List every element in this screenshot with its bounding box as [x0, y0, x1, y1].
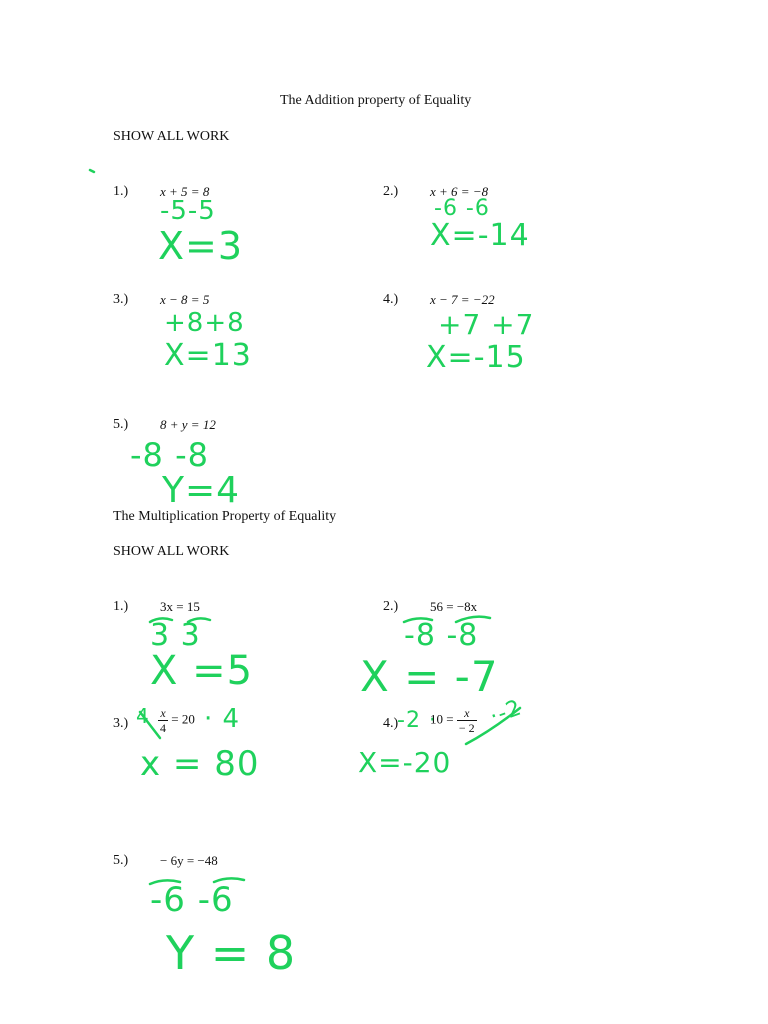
problem-equation: 56 = −8x: [430, 599, 478, 614]
handwritten-work: 3 3: [150, 618, 201, 653]
handwritten-work: -8 -8: [130, 436, 209, 474]
addition-section-title: The Addition property of Equality: [280, 93, 472, 108]
fraction-numerator: x: [158, 706, 168, 721]
handwritten-answer: Y = 8: [166, 926, 297, 980]
handwritten-answer: x = 80: [140, 744, 260, 784]
handwritten-multiplier: · 4: [204, 704, 241, 734]
problem-equation: − 6y = −48: [160, 853, 218, 868]
handwritten-answer: X=-15: [426, 340, 526, 375]
multiplication-section-title: The Multiplication Property of Equality: [113, 509, 337, 524]
problem-label: 5.): [113, 417, 129, 432]
handwritten-work: -6 -6: [434, 196, 490, 221]
equation-lhs: 10 =: [430, 711, 454, 727]
problem-equation: x + 5 = 8: [160, 184, 210, 199]
handwritten-work: +8+8: [164, 308, 245, 338]
fraction-numerator: x: [457, 706, 477, 721]
handwritten-answer: X = -7: [360, 652, 499, 701]
handwritten-work: -6 -6: [150, 880, 234, 920]
multiplication-instruction: SHOW ALL WORK: [113, 544, 230, 559]
handwritten-answer: X=13: [164, 338, 252, 373]
problem-fraction: [430, 706, 477, 735]
handwritten-work: -8 -8: [404, 618, 479, 653]
handwritten-work: -5-5: [160, 196, 216, 226]
addition-instruction: SHOW ALL WORK: [113, 129, 230, 144]
pen-mark: [90, 170, 94, 172]
handwritten-multiplier: 4: [136, 704, 150, 728]
handwritten-answer: Y=4: [162, 470, 241, 511]
problem-equation: x + 6 = −8: [430, 184, 489, 199]
problem-equation: 8 + y = 12: [160, 417, 216, 432]
handwritten-answer: X=-20: [358, 746, 452, 779]
problem-label: 3.): [113, 292, 129, 307]
problem-equation: x − 7 = −22: [430, 292, 495, 307]
handwritten-answer: X =5: [150, 648, 254, 694]
problem-label: 4.): [383, 716, 399, 731]
fraction-denominator: − 2: [458, 721, 475, 735]
problem-label: 4.): [383, 292, 399, 307]
problem-label: 1.): [113, 599, 129, 614]
problem-label: 3.): [113, 716, 129, 731]
fraction-denominator: 4: [160, 721, 166, 735]
handwritten-multiplier: -2 ·: [397, 708, 437, 733]
problem-label: 1.): [113, 184, 129, 199]
problem-label: 2.): [383, 599, 399, 614]
handwritten-multiplier: ·-2: [486, 695, 526, 730]
problem-fraction: [158, 706, 195, 735]
handwritten-answer: X=-14: [430, 218, 530, 253]
handwritten-answer: X=3: [158, 224, 244, 268]
problem-label: 5.): [113, 853, 129, 868]
problem-equation: x − 8 = 5: [160, 292, 210, 307]
problem-equation: 3x = 15: [160, 599, 200, 614]
handwritten-work: +7 +7: [438, 308, 535, 341]
equation-rhs: = 20: [171, 711, 195, 727]
problem-label: 2.): [383, 184, 399, 199]
